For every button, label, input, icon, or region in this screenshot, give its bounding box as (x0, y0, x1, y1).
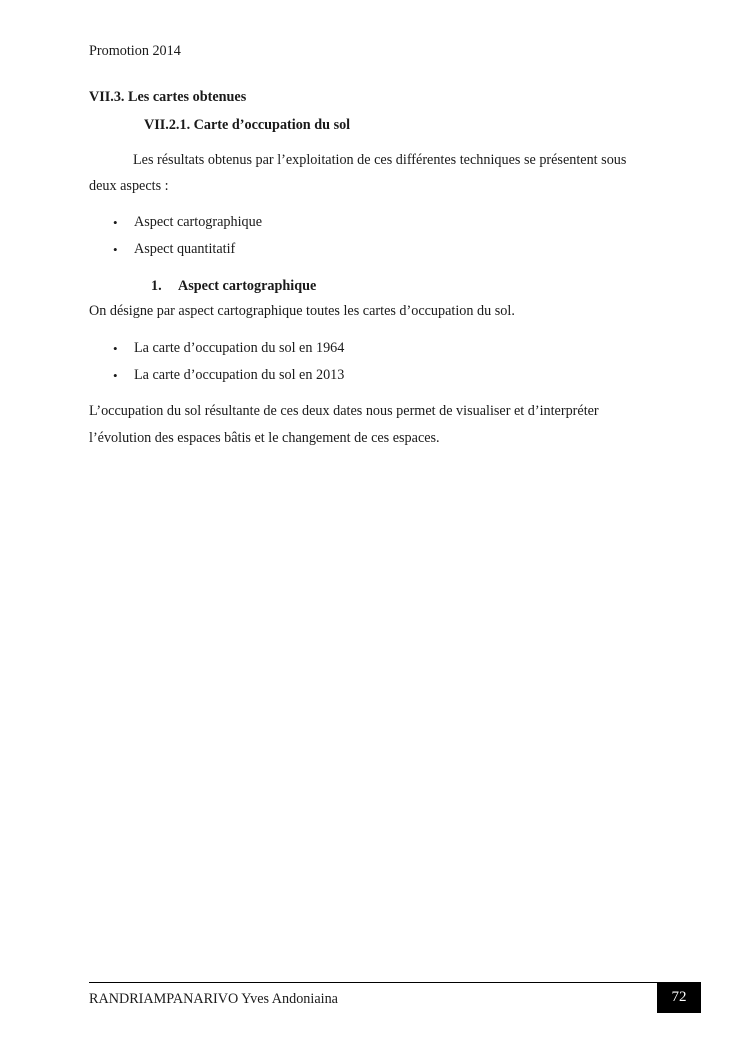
running-header: Promotion 2014 (89, 43, 181, 59)
list-item: La carte d’occupation du sol en 2013 (134, 367, 345, 383)
footer-divider (89, 982, 657, 983)
section-heading: VII.3. Les cartes obtenues (89, 89, 247, 105)
list-item: Aspect quantitatif (134, 241, 236, 257)
intro-paragraph-line-1: Les résultats obtenus par l’exploitation de ces différentes techniques se présentent sous (133, 152, 627, 168)
subheading-title: Aspect cartographique (178, 278, 317, 294)
bullet-icon: • (113, 242, 118, 257)
subsection-heading: VII.2.1. Carte d’occupation du sol (144, 117, 351, 133)
list-item: Aspect cartographique (134, 214, 263, 230)
conclusion-paragraph-line-2: l’évolution des espaces bâtis et le changement de ces espaces. (89, 430, 440, 446)
footer-author: RANDRIAMPANARIVO Yves Andoniaina (89, 991, 338, 1007)
list-item: La carte d’occupation du sol en 1964 (134, 340, 345, 356)
bullet-icon: • (113, 368, 118, 383)
page-number: 72 (657, 982, 701, 1013)
subheading-number: 1. (151, 278, 162, 294)
definition-paragraph: On désigne par aspect cartographique toutes les cartes d’occupation du sol. (89, 303, 515, 319)
conclusion-paragraph-line-1: L’occupation du sol résultante de ces deux dates nous permet de visualiser et d’interpréter (89, 403, 599, 419)
bullet-icon: • (113, 215, 118, 230)
intro-paragraph-line-2: deux aspects : (89, 178, 169, 194)
bullet-icon: • (113, 341, 118, 356)
